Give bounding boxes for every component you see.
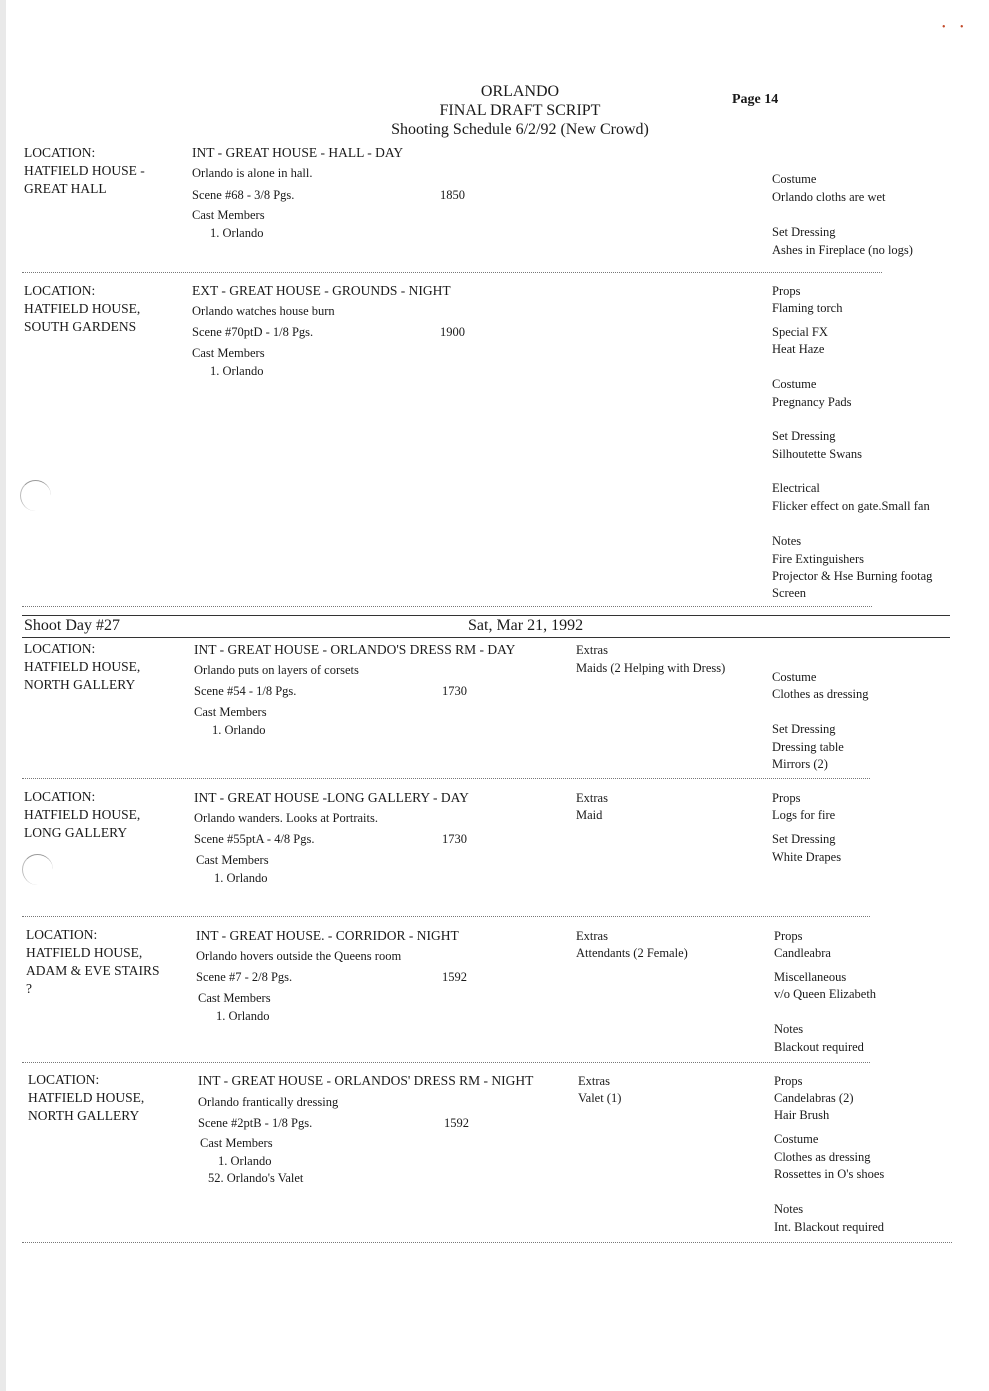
note-item: White Drapes xyxy=(772,850,842,864)
scene-slug: INT - GREAT HOUSE - ORLANDO'S DRESS RM - DAY xyxy=(194,642,516,657)
scene-number: Scene #55ptA - 4/8 Pgs. xyxy=(194,832,315,846)
scene-divider xyxy=(22,778,870,779)
note-item: v/o Queen Elizabeth xyxy=(774,987,877,1001)
note-label: Set Dressing xyxy=(772,722,836,736)
note-label: Electrical xyxy=(772,481,820,495)
scene-slug: EXT - GREAT HOUSE - GROUNDS - NIGHT xyxy=(192,283,451,298)
punch-hole-bottom xyxy=(22,854,53,885)
extras-value: Valet (1) xyxy=(578,1091,622,1105)
note-label: Costume xyxy=(772,172,817,186)
extras-label: Extras xyxy=(576,791,608,805)
doc-schedule: Shooting Schedule 6/2/92 (New Crowd) xyxy=(391,121,649,138)
location-line: NORTH GALLERY xyxy=(28,1108,140,1123)
cast-member: 1. Orlando xyxy=(218,1154,272,1168)
cast-label: Cast Members xyxy=(200,1136,273,1150)
page-number: Page 14 xyxy=(732,92,779,107)
location-line: NORTH GALLERY xyxy=(24,677,136,692)
scene-slug: INT - GREAT HOUSE - HALL - DAY xyxy=(192,145,404,160)
location-label: LOCATION: xyxy=(24,145,96,160)
note-item: Candleabra xyxy=(774,946,831,960)
note-item: Flicker effect on gate.Small fan xyxy=(772,499,930,513)
scanned-page-edge xyxy=(0,0,6,1391)
note-item: Ashes in Fireplace (no logs) xyxy=(772,243,913,257)
shoot-day-label: Shoot Day #27 xyxy=(24,617,120,634)
note-label: Notes xyxy=(774,1022,804,1036)
scene-year: 1850 xyxy=(440,188,465,202)
shoot-day-rule-top xyxy=(22,615,950,616)
note-label: Props xyxy=(774,929,803,943)
scan-specks: • • xyxy=(942,22,970,33)
cast-member: 1. Orlando xyxy=(216,1009,270,1023)
scene-slug: INT - GREAT HOUSE -LONG GALLERY - DAY xyxy=(194,790,469,805)
location-label: LOCATION: xyxy=(24,789,96,804)
note-item: Int. Blackout required xyxy=(774,1220,885,1234)
scene-divider xyxy=(22,1062,870,1063)
scene-description: Orlando watches house burn xyxy=(192,304,335,318)
note-item: Dressing table xyxy=(772,740,844,754)
location-line: SOUTH GARDENS xyxy=(24,319,137,334)
scene-number: Scene #54 - 1/8 Pgs. xyxy=(194,684,297,698)
doc-title: ORLANDO xyxy=(480,83,560,100)
location-line: ? xyxy=(26,981,32,996)
location-label: LOCATION: xyxy=(24,283,96,298)
cast-label: Cast Members xyxy=(194,705,267,719)
scene-divider xyxy=(22,606,872,607)
shoot-day-rule-bottom xyxy=(22,637,950,638)
note-label: Props xyxy=(774,1074,803,1088)
cast-label: Cast Members xyxy=(192,346,265,360)
scene-slug: INT - GREAT HOUSE. - CORRIDOR - NIGHT xyxy=(196,928,459,943)
note-label: Costume xyxy=(772,670,817,684)
cast-member: 52. Orlando's Valet xyxy=(208,1171,304,1185)
cast-member: 1. Orlando xyxy=(210,226,264,240)
note-item: Heat Haze xyxy=(772,342,825,356)
location-line: LONG GALLERY xyxy=(24,825,128,840)
note-label: Props xyxy=(772,791,801,805)
scene-year: 1900 xyxy=(440,325,465,339)
note-item: Projector & Hse Burning footag xyxy=(772,569,933,583)
location-line: HATFIELD HOUSE, xyxy=(24,807,141,822)
note-label: Costume xyxy=(774,1132,819,1146)
location-line: ADAM & EVE STAIRS xyxy=(26,963,160,978)
scene-year: 1592 xyxy=(442,970,467,984)
note-item: Clothes as dressing xyxy=(774,1150,871,1164)
note-item: Mirrors (2) xyxy=(772,757,828,771)
scene-year: 1592 xyxy=(444,1116,469,1130)
note-item: Fire Extinguishers xyxy=(772,552,865,566)
scene-number: Scene #7 - 2/8 Pgs. xyxy=(196,970,293,984)
location-label: LOCATION: xyxy=(24,641,96,656)
note-item: Flaming torch xyxy=(772,301,843,315)
note-item: Hair Brush xyxy=(774,1108,830,1122)
scene-divider xyxy=(22,272,882,273)
location-line: GREAT HALL xyxy=(24,181,107,196)
cast-label: Cast Members xyxy=(198,991,271,1005)
note-label: Special FX xyxy=(772,325,828,339)
note-label: Set Dressing xyxy=(772,429,836,443)
cast-member: 1. Orlando xyxy=(210,364,264,378)
scene-description: Orlando puts on layers of corsets xyxy=(194,663,359,677)
scene-divider xyxy=(22,1242,952,1243)
location-line: HATFIELD HOUSE - xyxy=(24,163,145,178)
location-line: HATFIELD HOUSE, xyxy=(26,945,143,960)
note-item: Silhoutette Swans xyxy=(772,447,862,461)
note-item: Pregnancy Pads xyxy=(772,395,852,409)
scene-slug: INT - GREAT HOUSE - ORLANDOS' DRESS RM - NIGHT xyxy=(198,1073,534,1088)
location-label: LOCATION: xyxy=(26,927,98,942)
scene-number: Scene #2ptB - 1/8 Pgs. xyxy=(198,1116,313,1130)
note-item: Screen xyxy=(772,586,807,600)
extras-value: Maid xyxy=(576,808,603,822)
note-item: Logs for fire xyxy=(772,808,836,822)
scene-number: Scene #70ptD - 1/8 Pgs. xyxy=(192,325,314,339)
cast-label: Cast Members xyxy=(196,853,269,867)
scene-divider xyxy=(22,916,870,917)
scene-number: Scene #68 - 3/8 Pgs. xyxy=(192,188,295,202)
note-label: Set Dressing xyxy=(772,832,836,846)
note-label: Set Dressing xyxy=(772,225,836,239)
note-item: Rossettes in O's shoes xyxy=(774,1167,885,1181)
scene-description: Orlando is alone in hall. xyxy=(192,166,313,180)
extras-value: Attendants (2 Female) xyxy=(576,946,688,960)
note-item: Blackout required xyxy=(774,1040,864,1054)
note-item: Orlando cloths are wet xyxy=(772,190,886,204)
location-line: HATFIELD HOUSE, xyxy=(28,1090,145,1105)
extras-label: Extras xyxy=(576,643,608,657)
location-line: HATFIELD HOUSE, xyxy=(24,301,141,316)
cast-member: 1. Orlando xyxy=(212,723,266,737)
scene-year: 1730 xyxy=(442,684,467,698)
note-item: Clothes as dressing xyxy=(772,687,869,701)
doc-subtitle: FINAL DRAFT SCRIPT xyxy=(439,102,601,119)
note-item: Candelabras (2) xyxy=(774,1091,854,1105)
note-label: Miscellaneous xyxy=(774,970,847,984)
scene-description: Orlando hovers outside the Queens room xyxy=(196,949,402,963)
location-line: HATFIELD HOUSE, xyxy=(24,659,141,674)
scene-description: Orlando wanders. Looks at Portraits. xyxy=(194,811,378,825)
note-label: Notes xyxy=(772,534,802,548)
scene-description: Orlando frantically dressing xyxy=(198,1095,339,1109)
shoot-day-date: Sat, Mar 21, 1992 xyxy=(468,617,584,634)
extras-value: Maids (2 Helping with Dress) xyxy=(576,661,726,675)
punch-hole-top xyxy=(20,480,51,511)
extras-label: Extras xyxy=(578,1074,610,1088)
location-label: LOCATION: xyxy=(28,1072,100,1087)
note-label: Notes xyxy=(774,1202,804,1216)
cast-member: 1. Orlando xyxy=(214,871,268,885)
scene-year: 1730 xyxy=(442,832,467,846)
extras-label: Extras xyxy=(576,929,608,943)
note-label: Props xyxy=(772,284,801,298)
note-label: Costume xyxy=(772,377,817,391)
cast-label: Cast Members xyxy=(192,208,265,222)
